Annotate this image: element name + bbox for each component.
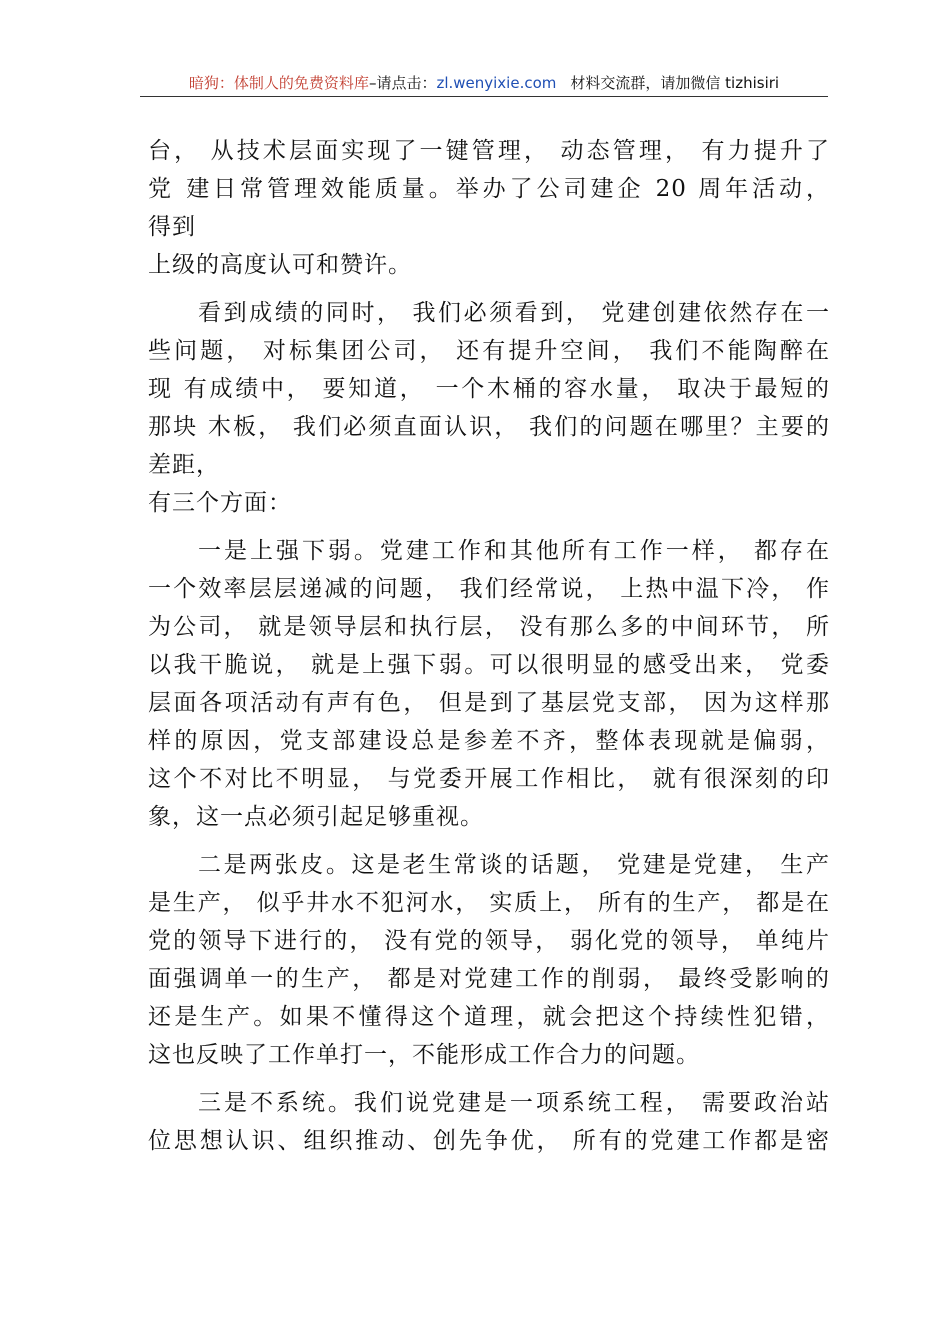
text-line: 样的原因，党支部建设总是参差不齐，整体表现就是偏弱， [148, 728, 830, 754]
header-link[interactable]: zl.wenyixie.com [436, 74, 557, 92]
text-line: 有三个方面： [148, 490, 292, 516]
text-line: 那块 木板， 我们必须直面认识， 我们的问题在哪里？主要的 [148, 414, 830, 440]
document-body [148, 132, 830, 1160]
text-line: 二是两张皮。这是老生常谈的话题， 党建是党建， 生产 [198, 852, 830, 878]
text-line: 党的领导下进行的， 没有党的领导， 弱化党的领导， 单纯片 [148, 928, 830, 954]
text-line: 三是不系统。我们说党建是一项系统工程， 需要政治站 [198, 1090, 830, 1116]
text-line: 位思想认识、组织推动、创先争优， 所有的党建工作都是密 [148, 1128, 830, 1154]
text-line: 层面各项活动有声有色， 但是到了基层党支部， 因为这样那 [148, 690, 830, 716]
text-line: 以我干脆说， 就是上强下弱。可以很明显的感受出来， 党委 [148, 652, 830, 678]
text-line: 为公司， 就是领导层和执行层， 没有那么多的中间环节， 所 [148, 614, 830, 640]
text-line: 上级的高度认可和赞许。 [148, 252, 412, 278]
text-line: 台， 从技术层面实现了一键管理， 动态管理， 有力提升了 [148, 138, 830, 164]
text-line: 是生产， 似乎井水不犯河水， 实质上， 所有的生产， 都是在 [148, 890, 830, 916]
text-line: 这也反映了工作单打一，不能形成工作合力的问题。 [148, 1042, 700, 1068]
text-line: 得到 [148, 214, 196, 240]
text-line: 一是上强下弱。党建工作和其他所有工作一样， 都存在 [198, 538, 830, 564]
text-line: 现 有成绩中， 要知道， 一个木桶的容水量， 取决于最短的 [148, 376, 830, 402]
text-line: 一个效率层层递减的问题， 我们经常说， 上热中温下冷， 作 [148, 576, 830, 602]
text-line: 差距， [148, 452, 220, 478]
text-line: 看到成绩的同时， 我们必须看到， 党建创建依然存在一 [198, 300, 830, 326]
text-line: 面强调单一的生产， 都是对党建工作的削弱， 最终受影响的 [148, 966, 830, 992]
text-line: 还是生产。如果不懂得这个道理，就会把这个持续性犯错， [148, 1004, 830, 1030]
text-line: 些问题， 对标集团公司， 还有提升空间， 我们不能陶醉在 [148, 338, 830, 364]
page-header [140, 70, 828, 97]
header-wechat: 材料交流群，请加微信 tizhisiri [570, 74, 780, 92]
text-line: 象，这一点必须引起足够重视。 [148, 804, 484, 830]
header-separator: –请点击： [368, 74, 437, 92]
header-brand: 暗狗：体制人的免费资料库 [188, 74, 369, 92]
text-line: 这个不对比不明显， 与党委开展工作相比， 就有很深刻的印 [148, 766, 830, 792]
text-line: 党 建日常管理效能质量。举办了公司建企 20 周年活动， [148, 176, 830, 202]
